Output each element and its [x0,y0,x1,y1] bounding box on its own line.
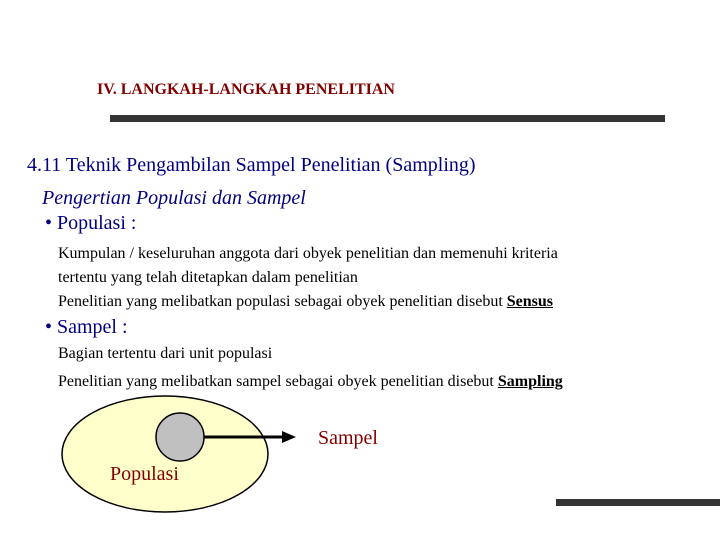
page-header-title: IV. LANGKAH-LANGKAH PENELITIAN [97,81,395,98]
populasi-definition-line-1: Kumpulan / keseluruhan anggota dari obyek penelitian dan memenuhi kriteria [58,245,558,262]
bullet-populasi: • Populasi : [45,212,137,234]
bullet-sampel: • Sampel : [45,316,128,338]
sampel-definition-line-1: Bagian tertentu dari unit populasi [58,345,273,362]
populasi-definition-line-2: tertentu yang telah ditetapkan dalam penelitian [58,269,358,286]
arrow-head [282,431,296,443]
sample-circle [156,413,204,461]
term-sampling: Sampling [497,373,563,390]
sampel-sampling-text: Penelitian yang melibatkan sampel sebagai obyek penelitian disebut [58,373,498,390]
term-sensus: Sensus [506,293,554,310]
population-label: Populasi [110,463,179,485]
footer-divider [556,499,720,506]
section-subtitle: Pengertian Populasi dan Sampel [42,187,306,209]
populasi-sensus-text: Penelitian yang melibatkan populasi sebagai obyek penelitian disebut [58,293,507,310]
section-title: 4.11 Teknik Pengambilan Sampel Penelitian (Sampling) [27,154,476,176]
sample-label: Sampel [318,427,378,449]
